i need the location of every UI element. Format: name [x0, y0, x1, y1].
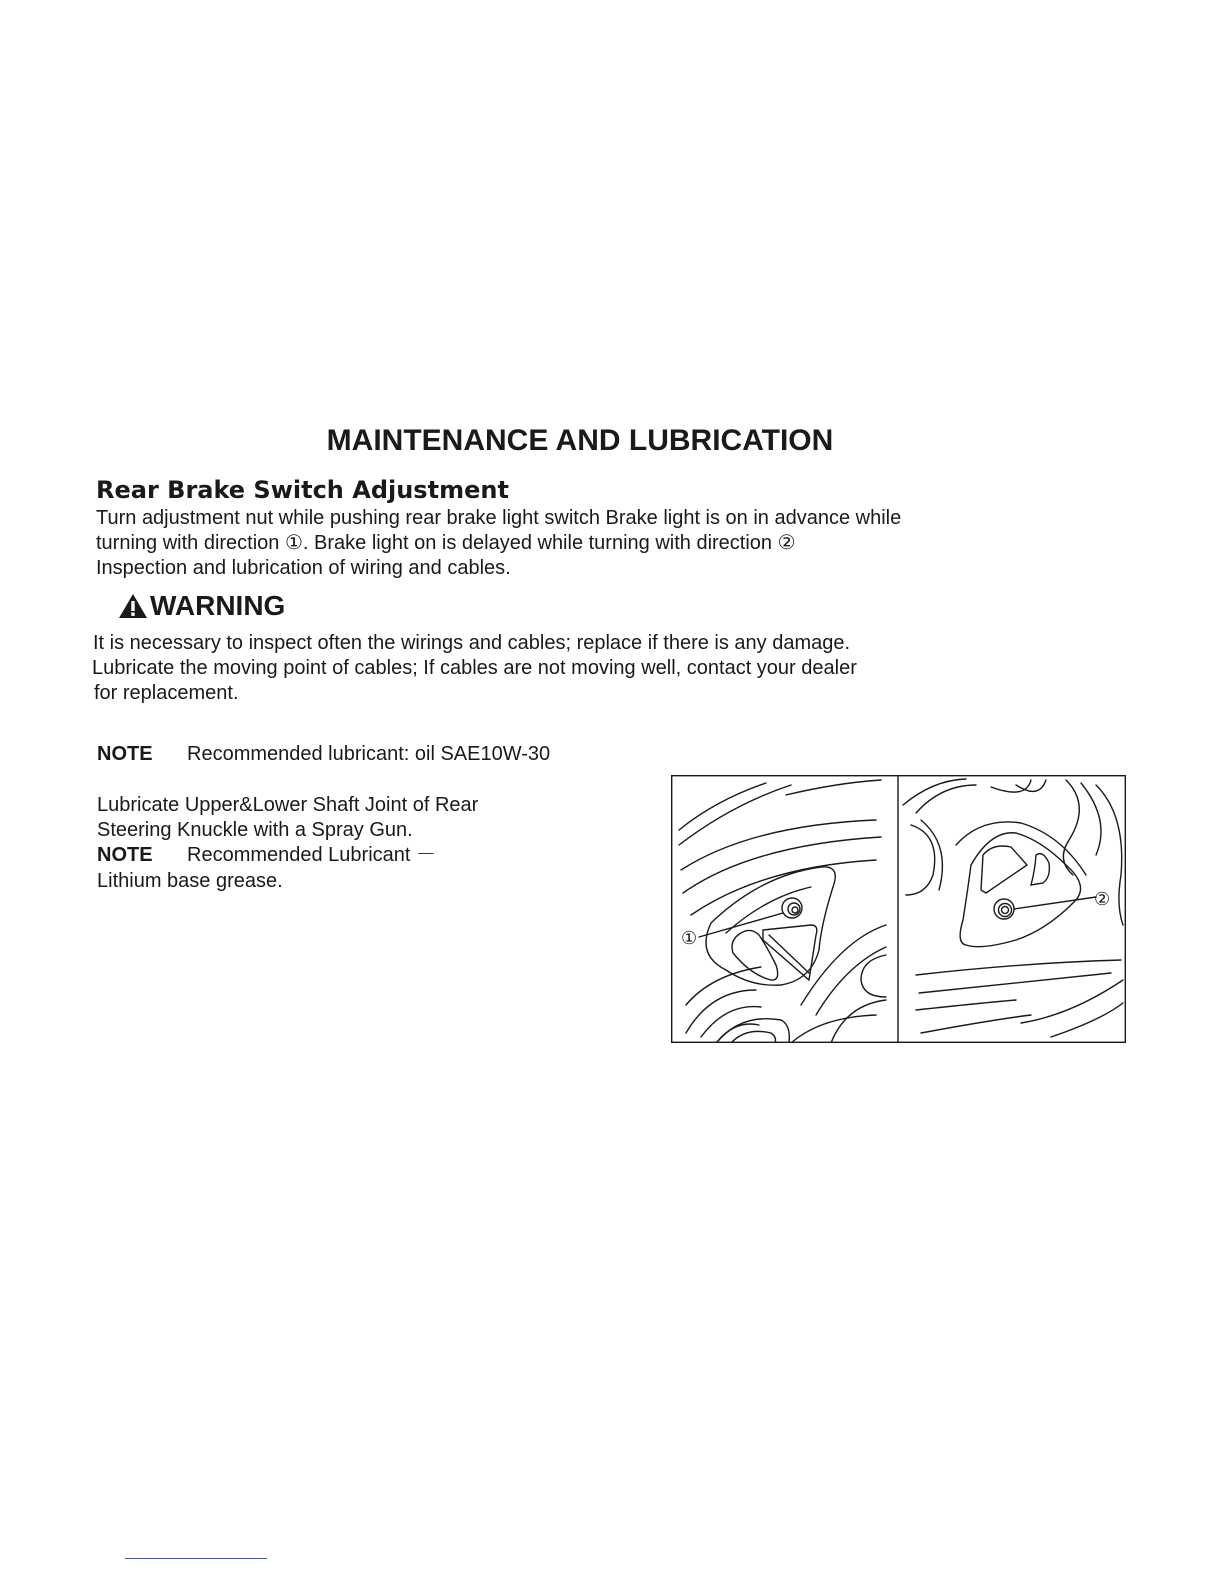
- lubricate-line-2: Steering Knuckle with a Spray Gun.: [97, 819, 413, 841]
- warning-line-2: Lubricate the moving point of cables; If cables are not moving well, contact your dealer: [92, 657, 857, 679]
- note-2-label: NOTE: [97, 844, 153, 866]
- footer-rule: [125, 1558, 267, 1559]
- section-heading: Rear Brake Switch Adjustment: [96, 476, 509, 504]
- note-1-text: Recommended lubricant: oil SAE10W-30: [187, 743, 551, 765]
- note-1: [97, 742, 550, 767]
- intro-line-3: Inspection and lubrication of wiring and cables.: [96, 557, 511, 579]
- brake-switch-figure: [671, 775, 1126, 1043]
- note-2: [97, 843, 436, 868]
- note-1-label: NOTE: [97, 743, 153, 765]
- lubricate-line-1: Lubricate Upper&Lower Shaft Joint of Rear: [97, 794, 479, 816]
- note-2-text: Recommended Lubricant －: [187, 844, 437, 866]
- warning-heading: [118, 590, 285, 622]
- warning-label: WARNING: [150, 590, 286, 621]
- warning-line-3: for replacement.: [94, 682, 239, 704]
- page-title: MAINTENANCE AND LUBRICATION: [326, 424, 834, 457]
- callout-2: ②: [1094, 889, 1111, 910]
- callout-1: ①: [681, 928, 698, 949]
- intro-line-1: Turn adjustment nut while pushing rear brake light switch Brake light is on in advance while: [96, 507, 902, 529]
- note-2-continued: Lithium base grease.: [97, 870, 283, 892]
- intro-line-2: turning with direction ①. Brake light on is delayed while turning with direction ②: [96, 532, 796, 554]
- warning-line-1: It is necessary to inspect often the wirings and cables; replace if there is any damage.: [93, 632, 851, 654]
- warning-triangle-icon: [118, 593, 148, 619]
